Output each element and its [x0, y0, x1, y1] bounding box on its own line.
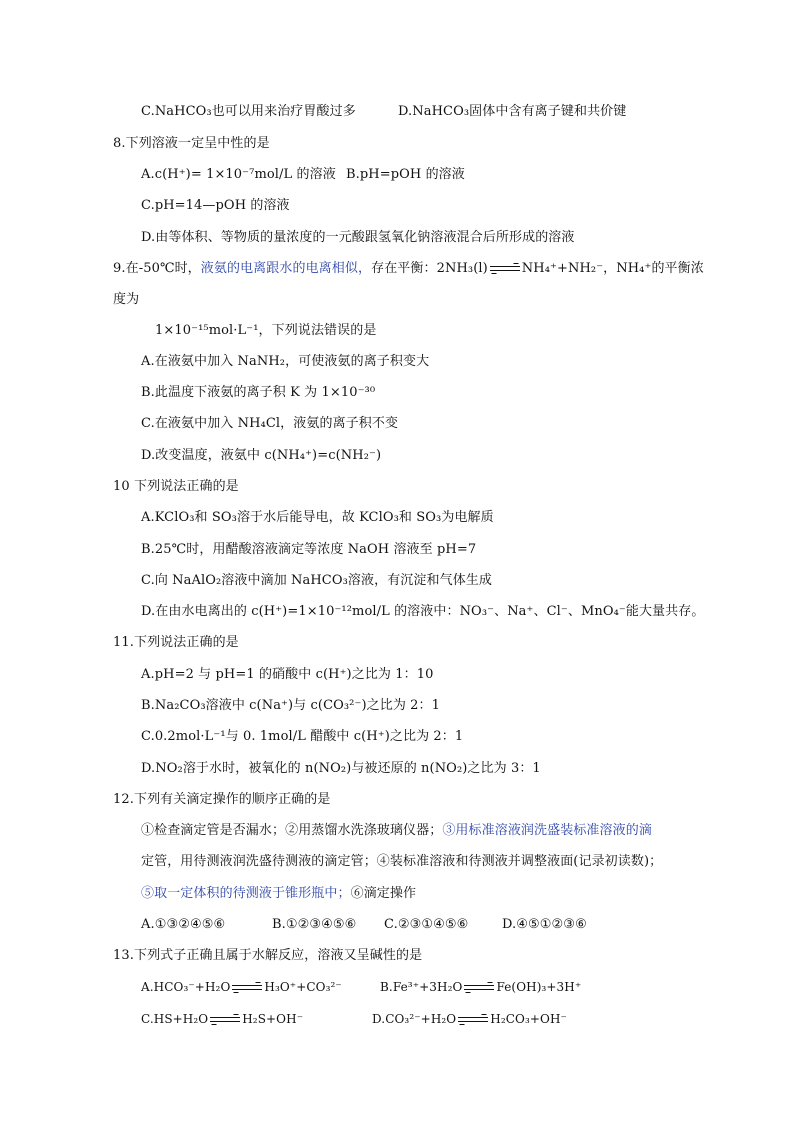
q11-option-b: B.Na₂CO₃溶液中 c(Na⁺)与 c(CO₃²⁻)之比为 2：1: [141, 698, 441, 713]
q9-stem-cont: 度为: [113, 292, 140, 307]
q12-line-1-black: ①检查滴定管是否漏水；②用蒸馏水洗涤玻璃仪器；: [141, 823, 443, 838]
q12-line-2: 定管，用待测液润洗盛待测液的滴定管；④装标准溶液和待测液并调整液面(记录初读数)；: [141, 854, 663, 869]
q7-option-d: D.NaHCO₃固体中含有离子键和共价键: [398, 104, 627, 119]
q8-option-d: D.由等体积、等物质的量浓度的一元酸跟氢氧化钠溶液混合后所形成的溶液: [141, 230, 575, 245]
q9-stem-blue: 液氨的电离跟水的电离相似，: [200, 261, 372, 276]
q12-line-3: [141, 884, 416, 904]
q9-option-d: D.改变温度，液氨中 c(NH₄⁺)=c(NH₂⁻): [141, 448, 382, 463]
q9-option-c: C.在液氨中加入 NH₄Cl，液氨的离子积不变: [141, 416, 399, 431]
equilibrium-arrow-icon: [210, 1015, 240, 1025]
q10-option-a: A.KClO₃和 SO₃溶于水后能导电，故 KClO₃和 SO₃为电解质: [141, 510, 494, 525]
q9-stem-right: NH₄⁺+NH₂⁻，NH₄⁺的平衡浓: [521, 261, 704, 276]
q11-stem: 11.下列说法正确的是: [113, 635, 239, 650]
q13-option-d: [372, 1009, 567, 1029]
q8-option-a: A.c(H⁺)= 1×10⁻⁷mol/L 的溶液: [141, 167, 336, 182]
q8-stem: 8.下列溶液一定呈中性的是: [113, 136, 270, 151]
q13-option-b: [380, 977, 581, 997]
q8-option-c: C.pH=14—pOH 的溶液: [141, 198, 290, 213]
q10-option-b: B.25℃时，用醋酸溶液滴定等浓度 NaOH 溶液至 pH=7: [141, 542, 477, 557]
q12-option-a: A.①③②④⑤⑥: [141, 917, 226, 932]
q7-option-c: C.NaHCO₃也可以用来治疗胃酸过多: [141, 104, 356, 119]
q13-stem: 13.下列式子正确且属于水解反应，溶液又呈碱性的是: [113, 948, 423, 963]
q13-b-right: Fe(OH)₃+3H⁺: [496, 980, 582, 994]
q12-line-3-black: ⑥滴定操作: [350, 886, 417, 901]
q12-option-d: D.④⑤①②③⑥: [502, 917, 587, 932]
q12-line-1: [141, 821, 652, 841]
q9-option-b: B.此温度下液氨的离子积 K 为 1×10⁻³⁰: [141, 385, 376, 400]
q13-c-left: C.HS+H₂O: [141, 1012, 209, 1026]
q9-stem-mid: 存在平衡：2NH₃(l): [371, 261, 488, 276]
q13-d-right: H₂CO₃+OH⁻: [490, 1012, 567, 1026]
q13-option-c: [141, 1009, 303, 1029]
equilibrium-arrow-icon: [464, 983, 494, 993]
q12-option-c: C.②③①④⑤⑥: [384, 917, 469, 932]
q9-stem: [113, 259, 704, 279]
q9-stem-value: 1×10⁻¹⁵mol·L⁻¹，下列说法错误的是: [155, 323, 377, 338]
q13-a-right: H₃O⁺+CO₃²⁻: [264, 980, 342, 994]
q10-option-c: C.向 NaAlO₂溶液中滴加 NaHCO₃溶液，有沉淀和气体生成: [141, 573, 492, 588]
q13-b-left: B.Fe³⁺+3H₂O: [380, 980, 463, 994]
q13-option-a: [141, 977, 342, 997]
q10-option-d: D.在由水电离出的 c(H⁺)=1×10⁻¹²mol/L 的溶液中：NO₃⁻、Na⁺、Cl⁻、MnO₄⁻能大量共存。: [141, 604, 705, 619]
q10-stem: 10 下列说法正确的是: [113, 479, 239, 494]
q9-stem-prefix: 9.在-50℃时，: [113, 261, 201, 276]
q12-line-3-blue: ⑤取一定体积的待测液于锥形瓶中；: [141, 886, 351, 901]
q8-option-b: B.pH=pOH 的溶液: [346, 167, 465, 182]
equilibrium-arrow-icon: [232, 983, 262, 993]
q12-line-1-blue: ③用标准溶液润洗盛装标准溶液的滴: [442, 823, 652, 838]
equilibrium-arrow-icon: [458, 1015, 488, 1025]
q12-stem: 12.下列有关滴定操作的顺序正确的是: [113, 792, 331, 807]
q12-option-b: B.①②③④⑤⑥: [272, 917, 357, 932]
q13-a-left: A.HCO₃⁻+H₂O: [141, 980, 231, 994]
q11-option-a: A.pH=2 与 pH=1 的硝酸中 c(H⁺)之比为 1：10: [141, 667, 434, 682]
q13-d-left: D.CO₃²⁻+H₂O: [372, 1012, 457, 1026]
q13-c-right: H₂S+OH⁻: [242, 1012, 304, 1026]
equilibrium-arrow-icon: [490, 264, 520, 274]
q11-option-d: D.NO₂溶于水时，被氧化的 n(NO₂)与被还原的 n(NO₂)之比为 3：1: [141, 761, 541, 776]
q9-option-a: A.在液氨中加入 NaNH₂，可使液氨的离子积变大: [141, 354, 430, 369]
q11-option-c: C.0.2mol·L⁻¹与 0. 1mol/L 醋酸中 c(H⁺)之比为 2：1: [141, 729, 464, 744]
